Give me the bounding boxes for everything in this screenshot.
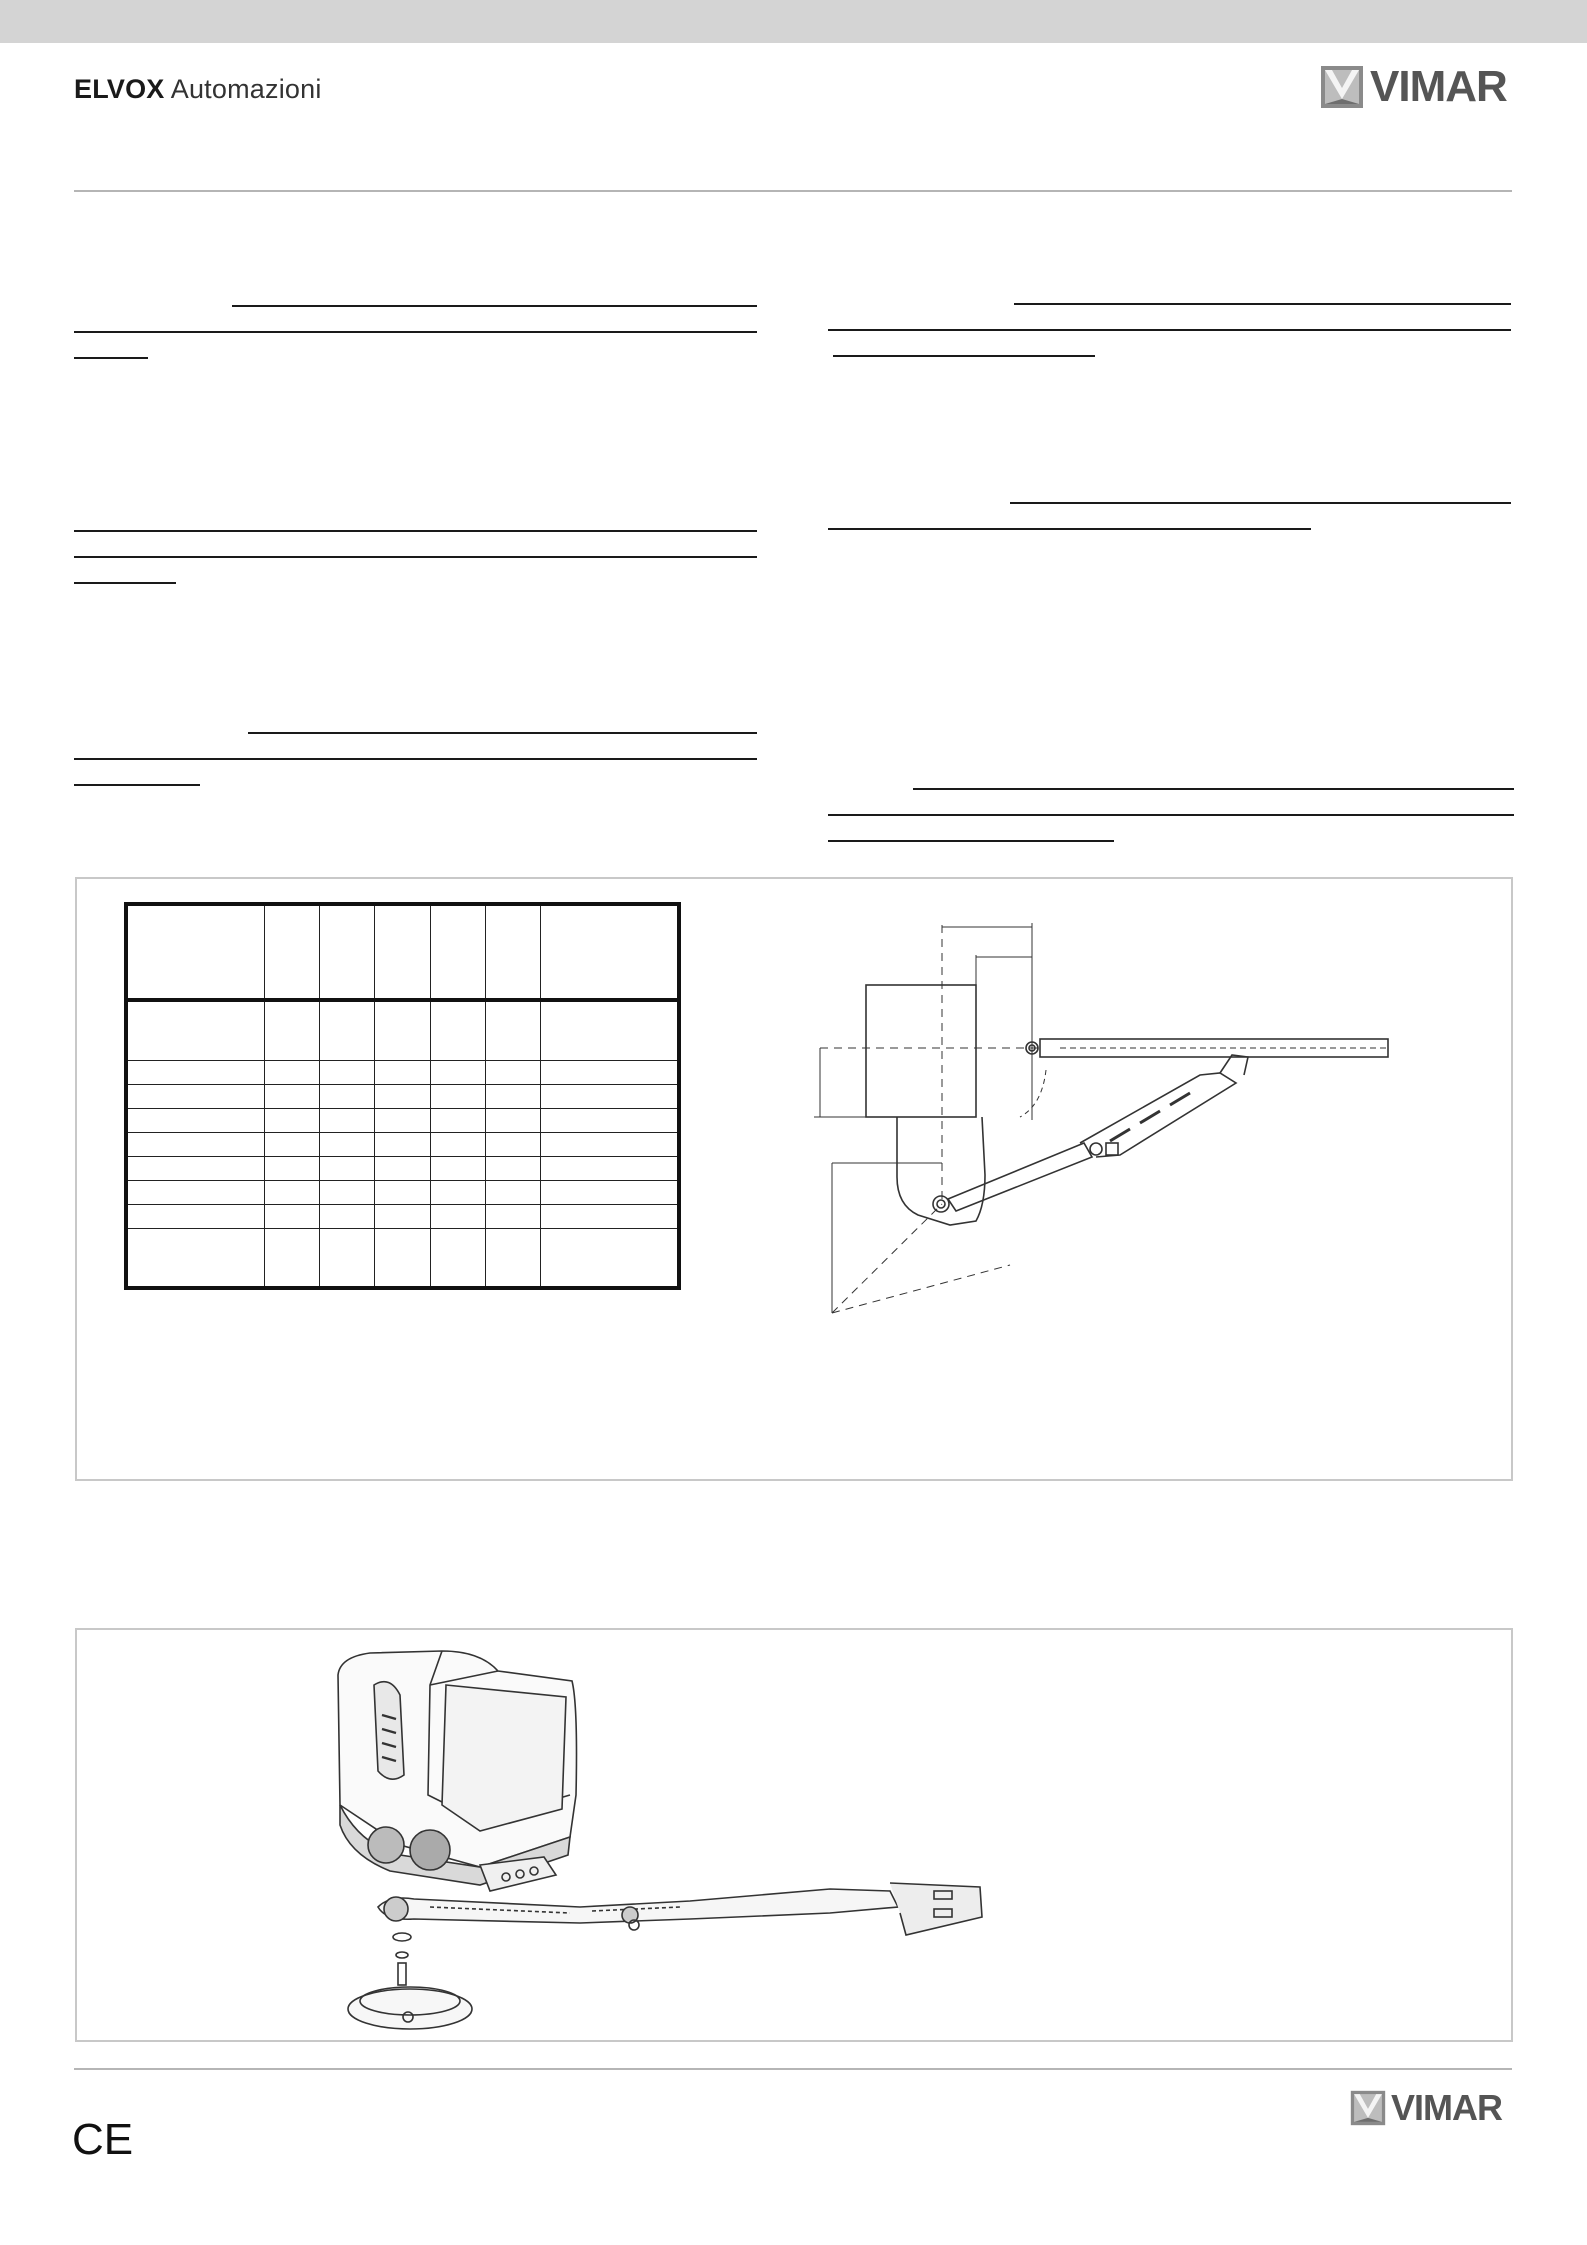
table-row — [126, 1180, 679, 1204]
ce-mark-icon — [72, 2115, 134, 2164]
header-rule — [74, 190, 1512, 192]
table-row — [126, 1228, 679, 1288]
redacted-line — [74, 758, 757, 760]
redacted-line — [1014, 303, 1511, 305]
vimar-logo-icon — [1320, 65, 1364, 109]
vimar-logo-icon — [1350, 2090, 1386, 2126]
redacted-line — [74, 357, 148, 359]
redacted-line — [913, 788, 1514, 790]
table-row — [126, 1132, 679, 1156]
redacted-line — [74, 582, 176, 584]
table-row — [126, 1000, 679, 1060]
redacted-line — [74, 784, 200, 786]
motor-and-arm-exploded-view — [330, 1645, 990, 2045]
vimar-logo-header — [1320, 62, 1507, 112]
table-row — [126, 1060, 679, 1084]
vimar-logo-word: VIMAR — [1370, 62, 1507, 111]
top-bar — [0, 0, 1587, 43]
footer-rule — [74, 2068, 1512, 2070]
redacted-line — [828, 528, 1311, 530]
redacted-line — [74, 530, 757, 532]
redacted-line — [828, 329, 1511, 331]
table-row — [126, 1204, 679, 1228]
spec-table — [124, 902, 681, 1290]
redacted-line — [828, 840, 1114, 842]
table-row — [126, 1084, 679, 1108]
installation-dimensions-diagram — [800, 905, 1420, 1325]
redacted-line — [833, 355, 1095, 357]
brand-light: Automazioni — [170, 74, 322, 104]
redacted-line — [828, 814, 1514, 816]
table-header-row — [126, 904, 679, 1000]
brand-bold: ELVOX — [74, 74, 165, 104]
redacted-line — [74, 556, 757, 558]
table-row — [126, 1156, 679, 1180]
redacted-line — [248, 732, 757, 734]
ce-text: CE — [72, 2115, 134, 2164]
vimar-logo-footer — [1350, 2087, 1502, 2129]
redacted-line — [232, 305, 757, 307]
brand-header — [74, 74, 322, 105]
redacted-line — [1010, 502, 1511, 504]
redacted-line — [74, 331, 757, 333]
table-row — [126, 1108, 679, 1132]
vimar-logo-word: VIMAR — [1391, 2087, 1502, 2128]
